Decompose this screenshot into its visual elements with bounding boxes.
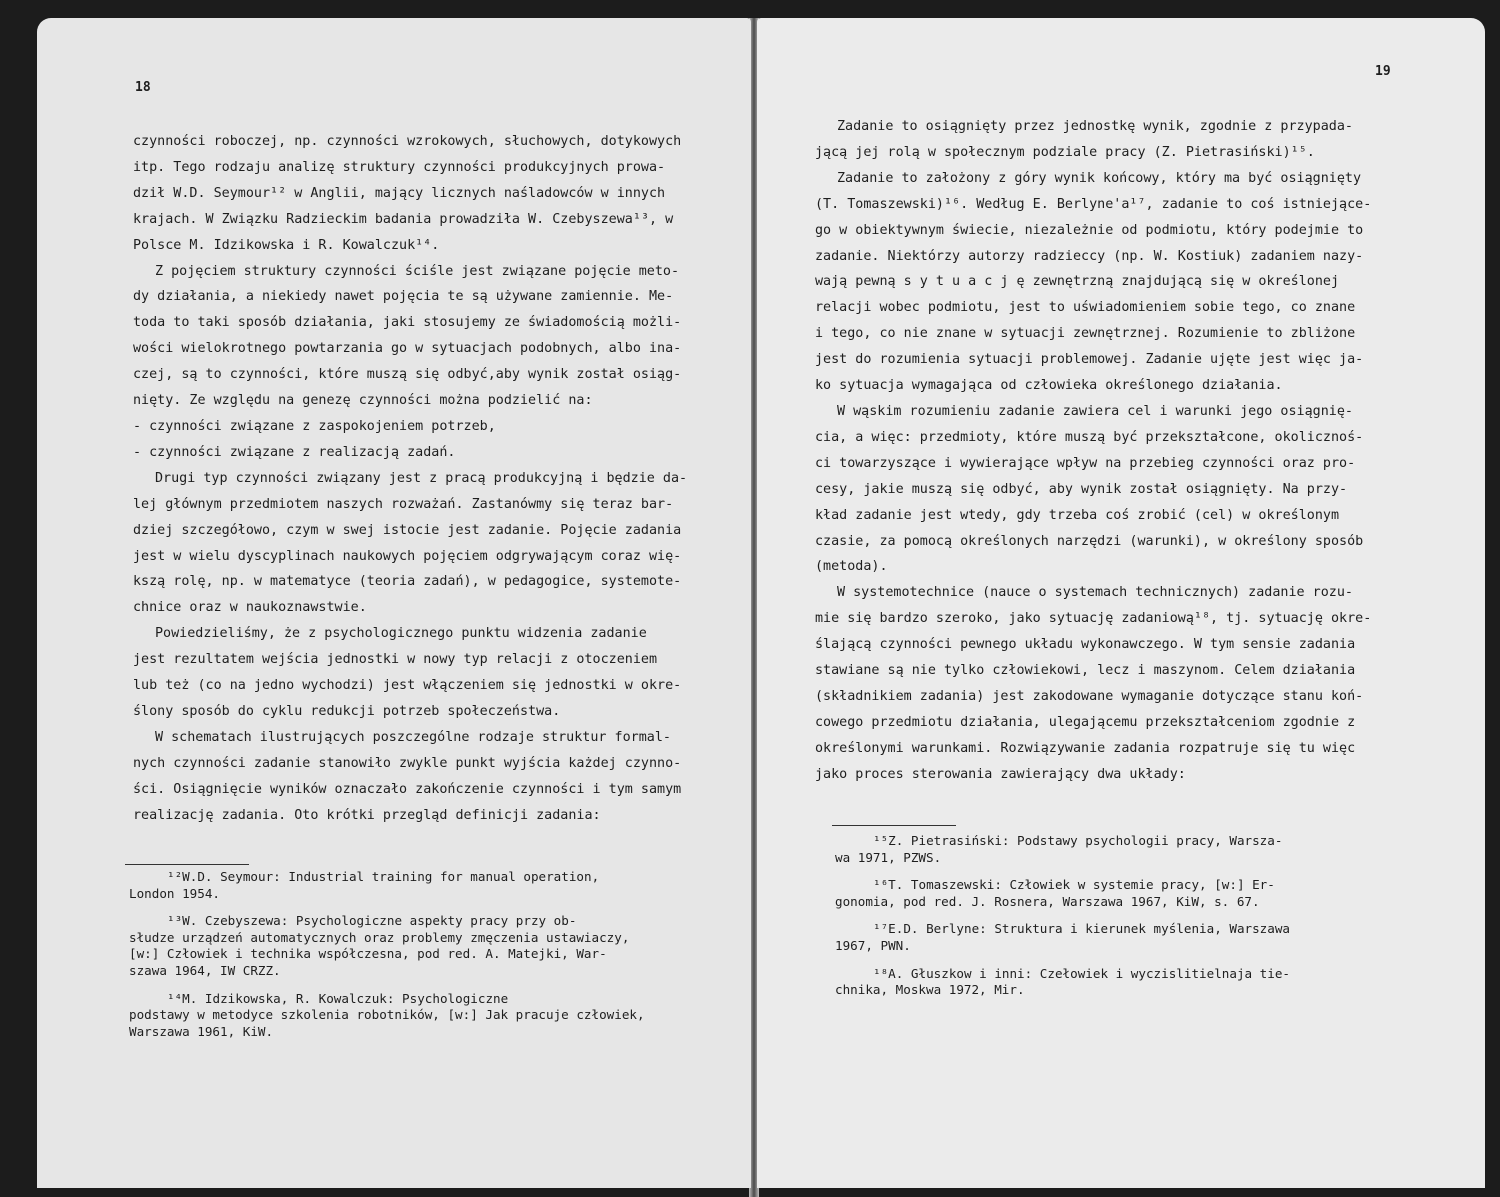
text-line: mie się bardzo szeroko, jako sytuację zadaniową¹⁸, tj. sytuację okre- [815,611,1372,627]
text-line: czynności roboczej, np. czynności wzrokowych, słuchowych, dotykowych [133,134,682,149]
paragraph [815,166,1409,399]
right-page [757,18,1485,1188]
page-number-left: 18 [135,80,151,95]
footnote-rule-right [832,825,956,826]
text-line: czasie, za pomocą określonych narzędzi (warunki), w określony sposób [815,533,1364,549]
left-page-body [133,129,725,828]
footnote-rule-left [125,864,249,865]
text-line: określonymi warunkami. Rozwiązywanie zadania rozpatruje się tu więc [815,740,1356,756]
text-line: ślony sposób do cyklu redukcji potrzeb społeczeństwa. [133,703,561,719]
text-line: (T. Tomaszewski)¹⁶. Według E. Berlyne'a¹⁷, zadanie to coś istniejące- [815,196,1372,212]
text-line: W systemotechnice (nauce o systemach technicznych) zadanie rozu- [837,585,1353,601]
text-line: W wąskim rozumieniu zadanie zawiera cel i warunki jego osiągnię- [837,403,1353,419]
paragraph [815,399,1409,580]
paragraph [133,414,725,466]
footnote-line: ¹⁸A. Głuszkow i inni: Czełowiek i wyczislitielnaja tie- [873,965,1291,981]
paragraph [133,259,725,414]
text-line: cia, a więc: przedmioty, które muszą być przekształcone, okolicznoś- [815,429,1364,445]
text-line: jest do rozumienia sytuacji problemowej. Zadanie ujęte jest więc ja- [815,352,1364,368]
footnote-line: szawa 1964, IW CRZZ. [129,962,281,978]
text-line: ślającą czynności pewnego układu wykonawczego. W tym sensie zadania [815,637,1356,653]
text-line: - czynności związane z zaspokojeniem potrzeb, [133,418,496,434]
text-line: lej głównym przedmiotem naszych rozważań. Zastanówmy się teraz bar- [133,496,674,512]
text-line: W schematach ilustrujących poszczególne rodzaje struktur formal- [155,729,671,745]
footnote-line: słudze urządzeń automatycznych oraz problemy zmęczenia ustawiaczy, [129,929,630,945]
text-line: cowego przedmiotu działania, ulegającemu przekształceniom zgodnie z [815,714,1356,730]
text-line: cesy, jakie muszą się odbyć, aby wynik został osiągnięty. Na przy- [815,481,1348,497]
text-line: i tego, co nie znane w sytuacji zewnętrznej. Rozumienie to zbliżone [815,326,1356,342]
text-line: Zadanie to założony z góry wynik końcowy, który ma być osiągnięty [837,170,1362,186]
text-line: Polsce M. Idzikowska i R. Kowalczuk¹⁴. [133,237,440,253]
text-line: wają pewną s y t u a c j ę zewnętrzną znajdującą się w określonej [815,274,1340,290]
footnote-line: podstawy w metodyce szkolenia robotników, [w:] Jak pracuje człowiek, [129,1007,645,1023]
text-line: jako proces sterowania zawierający dwa układy: [815,766,1186,782]
paragraph [815,114,1409,166]
text-line: jącą jej rolą w społecznym podziale pracy (Z. Pietrasiński)¹⁵. [815,144,1315,160]
footnote-line: London 1954. [129,885,220,901]
right-page-footnotes [835,833,1411,1010]
left-page [37,18,751,1188]
footnote-line: ¹⁶T. Tomaszewski: Człowiek w systemie pracy, [w:] Er- [873,877,1275,893]
text-line: go w obiektywnym świecie, niezależnie od podmiotu, który podejmie to [815,222,1364,238]
footnote-line: gonomia, pod red. J. Rosnera, Warszawa 1967, KiW, s. 67. [835,893,1260,909]
text-line: Z pojęciem struktury czynności ściśle jest związane pojęcie meto- [155,263,680,279]
paragraph [133,129,725,259]
text-line: ci towarzyszące i wywierające wpływ na przebieg czynności oraz pro- [815,455,1356,471]
text-line: lub też (co na jedno wychodzi) jest włączeniem się jednostki w okre- [133,678,682,694]
footnote-line: ¹⁴M. Idzikowska, R. Kowalczuk: Psychologiczne [167,990,509,1006]
footnote-line: [w:] Człowiek i technika współczesna, pod red. A. Matejki, War- [129,946,607,962]
paragraph [815,580,1409,787]
text-line: dziej szczegółowo, czym w swej istocie jest zadanie. Pojęcie zadania [133,522,682,538]
text-line: Powiedzieliśmy, że z psychologicznego punktu widzenia zadanie [155,626,647,642]
text-line: Drugi typ czynności związany jest z pracą produkcyjną i będzie da- [155,470,688,486]
footnote-line: Warszawa 1961, KiW. [129,1023,274,1039]
text-line: wości wielokrotnego powtarzania go w sytuacjach podobnych, albo ina- [133,341,682,357]
footnote-line: ¹³W. Czebyszewa: Psychologiczne aspekty pracy przy ob- [167,913,577,929]
text-line: stawiane są nie tylko człowiekowi, lecz i maszynom. Celem działania [815,663,1356,679]
footnote-line: ¹²W.D. Seymour: Industrial training for manual operation, [167,869,600,884]
text-line: jest w wielu dyscyplinach naukowych pojęciem odgrywającym coraz wię- [133,548,682,564]
footnote [835,921,1411,954]
text-line: toda to taki sposób działania, jaki stosujemy ze świadomością możli- [133,315,682,331]
text-line: kład zadanie jest wtedy, gdy trzeba coś zrobić (cel) w określonym [815,507,1340,523]
page-number-right: 19 [1375,64,1391,79]
text-line: nych czynności zadanie stanowiło zwykle punkt wyjścia każdej czynno- [133,755,682,771]
text-line: itp. Tego rodzaju analizę struktury czynności produkcyjnych prowa- [133,159,666,175]
text-line: nięty. Ze względu na genezę czynności można podzielić na: [133,393,593,409]
text-line: - czynności związane z realizacją zadań. [133,444,456,460]
paragraph [133,621,725,725]
text-line: chnice oraz w naukoznawstwie. [133,600,367,616]
footnote-line: chnika, Moskwa 1972, Mir. [835,982,1025,998]
text-line: zadanie. Niektórzy autorzy radzieccy (np. W. Kostiuk) zadaniem nazy- [815,248,1364,264]
text-line: ści. Osiągnięcie wyników oznaczało zakończenie czynności i tym samym [133,781,682,797]
footnote [835,966,1411,999]
text-line: jest rezultatem wejścia jednostki w nowy typ relacji z otoczeniem [133,652,658,668]
text-line: (składnikiem zadania) jest zakodowane wymaganie dotyczące stanu koń- [815,688,1364,704]
footnote-line: wa 1971, PZWS. [835,849,942,865]
footnote [129,913,729,979]
paragraph [133,725,725,829]
text-line: realizację zadania. Oto krótki przegląd definicji zadania: [133,807,601,823]
footnote-line: ¹⁷E.D. Berlyne: Struktura i kierunek myślenia, Warszawa [873,921,1291,937]
footnote-line: 1967, PWN. [835,937,911,953]
footnote [129,991,729,1041]
text-line: Zadanie to osiągnięty przez jednostkę wynik, zgodnie z przypada- [837,119,1353,134]
text-line: (metoda). [815,559,888,575]
text-line: dził W.D. Seymour¹² w Anglii, mający licznych naśladowców w innych [133,185,666,201]
paragraph [133,466,725,621]
footnote-line: ¹⁵Z. Pietrasiński: Podstawy psychologii pracy, Warsza- [873,833,1283,848]
text-line: dy działania, a niekiedy nawet pojęcia te są używane zamiennie. Me- [133,289,674,305]
footnote [835,877,1411,910]
text-line: kszą rolę, np. w matematyce (teoria zadań), w pedagogice, systemote- [133,574,682,590]
text-line: krajach. W Związku Radzieckim badania prowadziła W. Czebyszewa¹³, w [133,211,674,227]
footnote [129,869,729,902]
text-line: czej, są to czynności, które muszą się odbyć,aby wynik został osiąg- [133,367,682,383]
footnote [835,833,1411,866]
text-line: relacji wobec podmiotu, jest to uświadomieniem sobie tego, co znane [815,300,1356,316]
right-page-body [815,114,1409,788]
text-line: ko sytuacja wymagająca od człowieka określonego działania. [815,378,1283,394]
left-page-footnotes [129,869,729,1051]
